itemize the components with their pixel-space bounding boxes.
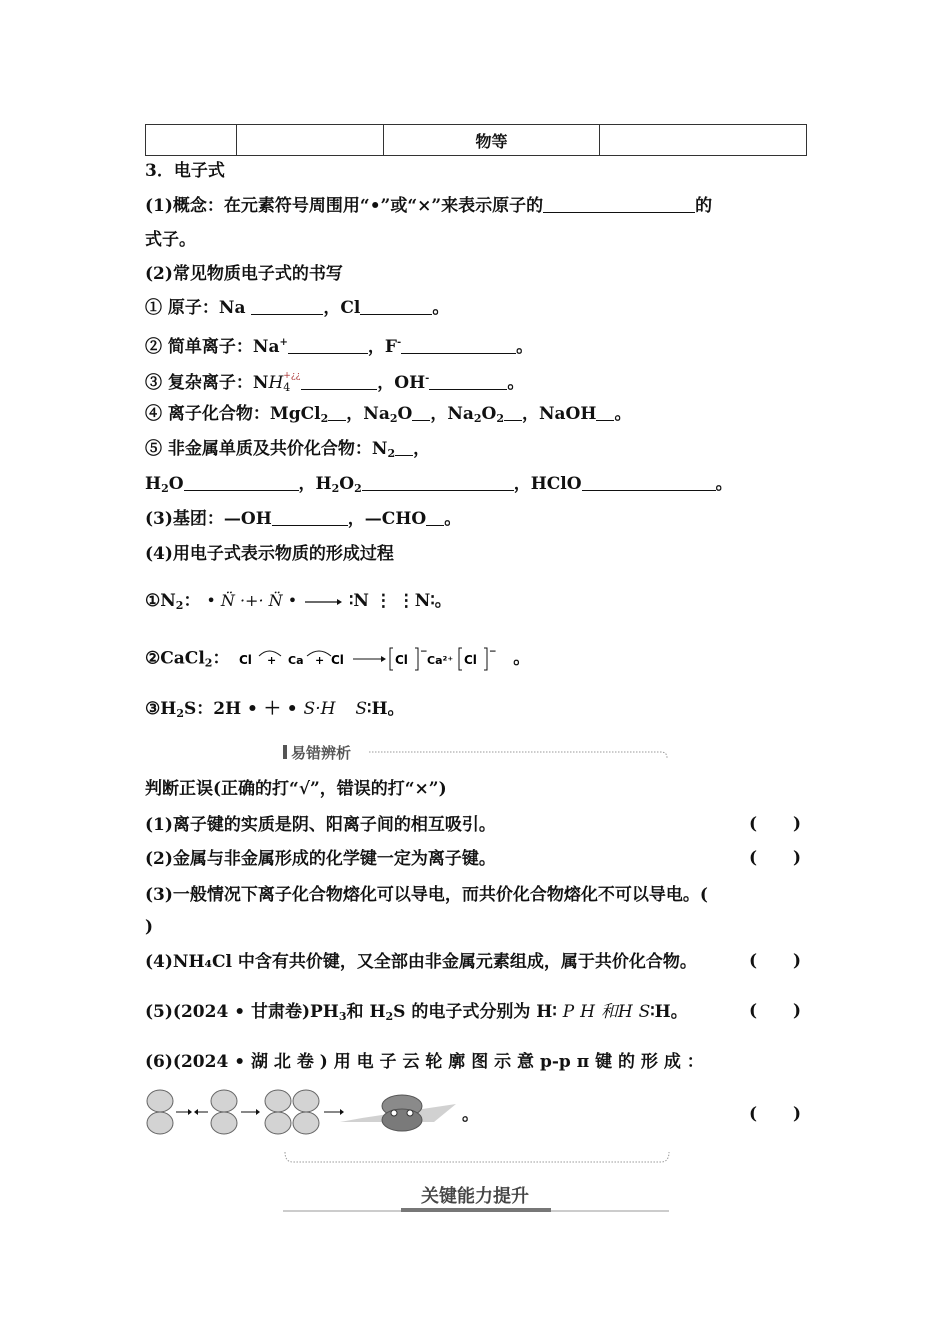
calcium-atom: Ca <box>288 654 304 667</box>
pi-bond-orbital-diagram <box>144 1088 464 1138</box>
label: ④ 离子化合物： <box>145 404 270 424</box>
chlorine-atom: Cl <box>239 653 253 667</box>
nonmetal-line <box>145 438 430 465</box>
answer-parens[interactable] <box>749 951 801 971</box>
formula: NaOH <box>539 404 597 424</box>
paren-close: ) <box>792 1104 801 1124</box>
period: 。 <box>513 648 531 669</box>
sub-sup <box>283 371 301 394</box>
banner-bar <box>283 745 287 759</box>
label: ⑤ 非金属单质及共价化合物： <box>145 439 372 459</box>
period: 。 <box>507 373 525 393</box>
banner-title: 易错辨析 <box>291 744 352 762</box>
period: 。 <box>516 337 534 357</box>
judge-heading: 判断正误(正确的打“√”，错误的打“×”) <box>145 779 447 799</box>
subscript: 2 <box>473 412 482 425</box>
simple-ions-line: ② 简单离子：Na+ ，F- 。 <box>145 337 534 357</box>
subscript: 2 <box>354 482 362 495</box>
calcium-ion: Ca²⁺ <box>427 654 454 667</box>
formula: O <box>168 474 184 494</box>
blank <box>412 404 430 421</box>
bracket-icon <box>390 648 393 670</box>
paren-open: ( <box>749 1104 758 1124</box>
colon: ： <box>183 591 201 611</box>
blank <box>301 373 377 390</box>
answer-parens[interactable] <box>749 848 801 868</box>
cacl2-formation-diagram <box>235 644 507 674</box>
formula: N <box>371 439 388 459</box>
bottom-section-title: 关键能力提升 <box>421 1186 529 1207</box>
formula: O <box>481 404 497 424</box>
formula: OH <box>394 373 426 393</box>
subscript: 2 <box>387 447 396 460</box>
formula: Na <box>252 337 280 357</box>
formula: —CHO <box>364 509 427 529</box>
paren-close: ) <box>792 848 801 868</box>
blank <box>543 196 695 213</box>
formula: Na <box>363 404 390 424</box>
formula: MgCl <box>269 404 321 424</box>
label: (3)基团： <box>145 509 224 529</box>
top-table <box>145 124 807 156</box>
plus-sign: + <box>315 654 325 667</box>
blank <box>582 474 716 491</box>
paren-open: ( <box>749 848 758 868</box>
chloride-ion: Cl <box>464 653 478 667</box>
atoms-line: ① 原子：Na ，Cl 。 <box>145 298 450 318</box>
subscript: 2 <box>161 482 169 495</box>
sulfur-atom: S <box>355 699 368 719</box>
blank <box>401 337 516 354</box>
comma: ， <box>413 439 431 459</box>
section-banner <box>283 742 669 764</box>
n2-reactants: • N̈ ·+· N̈ • <box>206 591 298 610</box>
label: ③H <box>145 699 177 719</box>
formula-italic: H <box>268 373 284 393</box>
item-5-prefix: (5)(2024 • 甘肃卷)PH <box>145 1002 339 1022</box>
subscript: 2 <box>496 412 504 425</box>
charge: − <box>489 647 497 657</box>
charge: - <box>396 337 402 348</box>
subscript: 2 <box>176 707 184 720</box>
formula: H <box>315 474 332 494</box>
bracket-icon <box>459 648 462 670</box>
bracket-icon <box>484 648 487 670</box>
table-cell <box>237 125 384 156</box>
formula: N <box>252 373 269 393</box>
charge: − <box>420 647 428 657</box>
formula: Na <box>447 404 474 424</box>
banner-rule <box>369 742 669 764</box>
blank <box>184 474 299 491</box>
common-heading: (2)常见物质电子式的书写 <box>145 264 343 284</box>
subscript: 2 <box>389 412 398 425</box>
blank <box>272 509 348 526</box>
formula: HClO <box>530 474 582 494</box>
concept-suffix: 的 <box>695 196 713 216</box>
h2s-product: ∶H。 <box>367 699 405 719</box>
and-text: 和H <box>600 1002 633 1022</box>
item-3-close: ) <box>145 917 154 937</box>
formula: Cl <box>340 298 361 318</box>
subscript: 2 <box>385 1010 394 1023</box>
blank <box>504 404 522 421</box>
blank <box>426 509 444 526</box>
subscript: 2 <box>175 599 184 612</box>
table-cell <box>146 125 237 156</box>
blank <box>362 474 514 491</box>
concept-line <box>145 195 712 217</box>
charge: + <box>279 337 288 348</box>
reaction-arrow-icon <box>303 596 343 608</box>
item-6-end: 。 <box>462 1105 479 1125</box>
label: ② 简单离子： <box>145 337 253 357</box>
h2s-reactants: S：2H • ＋ • <box>183 699 298 719</box>
subscript: 3 <box>338 1010 347 1023</box>
subscript: 2 <box>204 656 213 670</box>
item-1: (1)离子键的实质是阴、阳离子间的相互吸引。 <box>145 815 496 835</box>
hydrogen-atom: H <box>320 699 336 719</box>
n2-formation-line <box>145 590 452 617</box>
answer-parens[interactable] <box>749 814 801 834</box>
sulfur-atom: S <box>638 1002 651 1022</box>
label: ②CaCl <box>145 648 205 669</box>
blank <box>251 298 323 315</box>
paren-close: ) <box>792 1001 801 1021</box>
section-end-rule <box>283 1150 671 1170</box>
formula: F <box>384 337 397 357</box>
bottom-title-rule <box>283 1206 671 1214</box>
formation-heading: (4)用电子式表示物质的形成过程 <box>145 544 394 564</box>
table-cell: 物等 <box>384 125 600 156</box>
blank <box>288 337 368 354</box>
period: 。 <box>715 474 733 494</box>
answer-parens[interactable] <box>749 1001 801 1021</box>
paren-open: ( <box>749 1001 758 1021</box>
paren-open: ( <box>749 814 758 834</box>
hydrogen-atom: H <box>580 1002 595 1022</box>
concept-line2: 式子。 <box>145 230 196 250</box>
paren-close: ) <box>792 814 801 834</box>
item-5-text: 和 H <box>346 1002 386 1022</box>
item-3: (3)一般情况下离子化合物熔化可以导电，而共价化合物熔化不可以导电。( <box>145 885 708 905</box>
blank <box>596 404 614 421</box>
period: 。 <box>444 509 462 529</box>
item-5-text: S 的电子式分别为 H∶ <box>393 1002 557 1022</box>
plus-sign: + <box>267 654 277 667</box>
sulfur-atom: S <box>303 699 316 719</box>
section-heading: 3．电子式 <box>145 161 225 181</box>
item-5-end: ∶H。 <box>650 1002 688 1022</box>
period: 。 <box>614 404 632 424</box>
label: ③ 复杂离子： <box>145 373 253 393</box>
charge: +¿¿ <box>283 371 301 381</box>
bracket-icon <box>415 648 418 670</box>
blank <box>328 404 346 421</box>
formula: Na <box>218 298 246 318</box>
groups-line: (3)基团：—OH ，—CHO 。 <box>145 509 462 529</box>
label: ①N <box>145 591 176 611</box>
formula: —OH <box>223 509 272 529</box>
formula: O <box>339 474 355 494</box>
blank <box>360 298 432 315</box>
subscript: 2 <box>320 412 329 425</box>
charge: - <box>425 373 430 384</box>
formula: O <box>397 404 413 424</box>
ionic-line: ④ 离子化合物：MgCl$_2$ ，$Na_2O$ ，$Na_2O_2$ ，NaOH 。 <box>145 404 632 425</box>
phosphorus-atom: P <box>562 1002 575 1022</box>
item-6: (6)(2024 • 湖 北 卷 ) 用 电 子 云 轮 廓 图 示 意 p-p π 键 的 形 成 ： <box>145 1052 704 1072</box>
chloride-ion: Cl <box>395 653 409 667</box>
colon: ： <box>212 648 230 669</box>
item-5 <box>145 1001 688 1028</box>
covalent-line: $H_2O$ ，$H_2O_2$ ，HClO 。 <box>145 474 733 495</box>
label: ① 原子： <box>145 298 219 318</box>
item-4: (4)NH₄Cl 中含有共价键，又全部由非金属元素组成，属于共价化合物。 <box>145 952 697 972</box>
n2-product: ∶N ⋮ ⋮N∶。 <box>349 591 452 611</box>
paren-open: ( <box>749 951 758 971</box>
complex-ions-line: ③ 复杂离子：NH +¿¿ 4 ，OH- 。 <box>145 368 524 394</box>
subscript: 4 <box>283 381 291 394</box>
blank <box>429 373 507 390</box>
chlorine-atom: Cl <box>331 653 345 667</box>
period: 。 <box>432 298 450 318</box>
cacl2-formation-line <box>145 644 530 675</box>
concept-prefix: (1)概念：在元素符号周围用“•”或“×”来表示原子的 <box>145 196 544 216</box>
table-cell <box>600 125 807 156</box>
answer-parens[interactable] <box>749 1104 801 1124</box>
paren-close: ) <box>792 951 801 971</box>
h2s-formation-line: $③H_2S$：2H • ＋ • S·H S∶H。 <box>145 699 405 720</box>
formula: H <box>145 474 162 494</box>
subscript: 2 <box>331 482 340 495</box>
blank <box>395 439 413 456</box>
item-2: (2)金属与非金属形成的化学键一定为离子键。 <box>145 849 496 869</box>
arrow-head-icon <box>381 656 386 662</box>
